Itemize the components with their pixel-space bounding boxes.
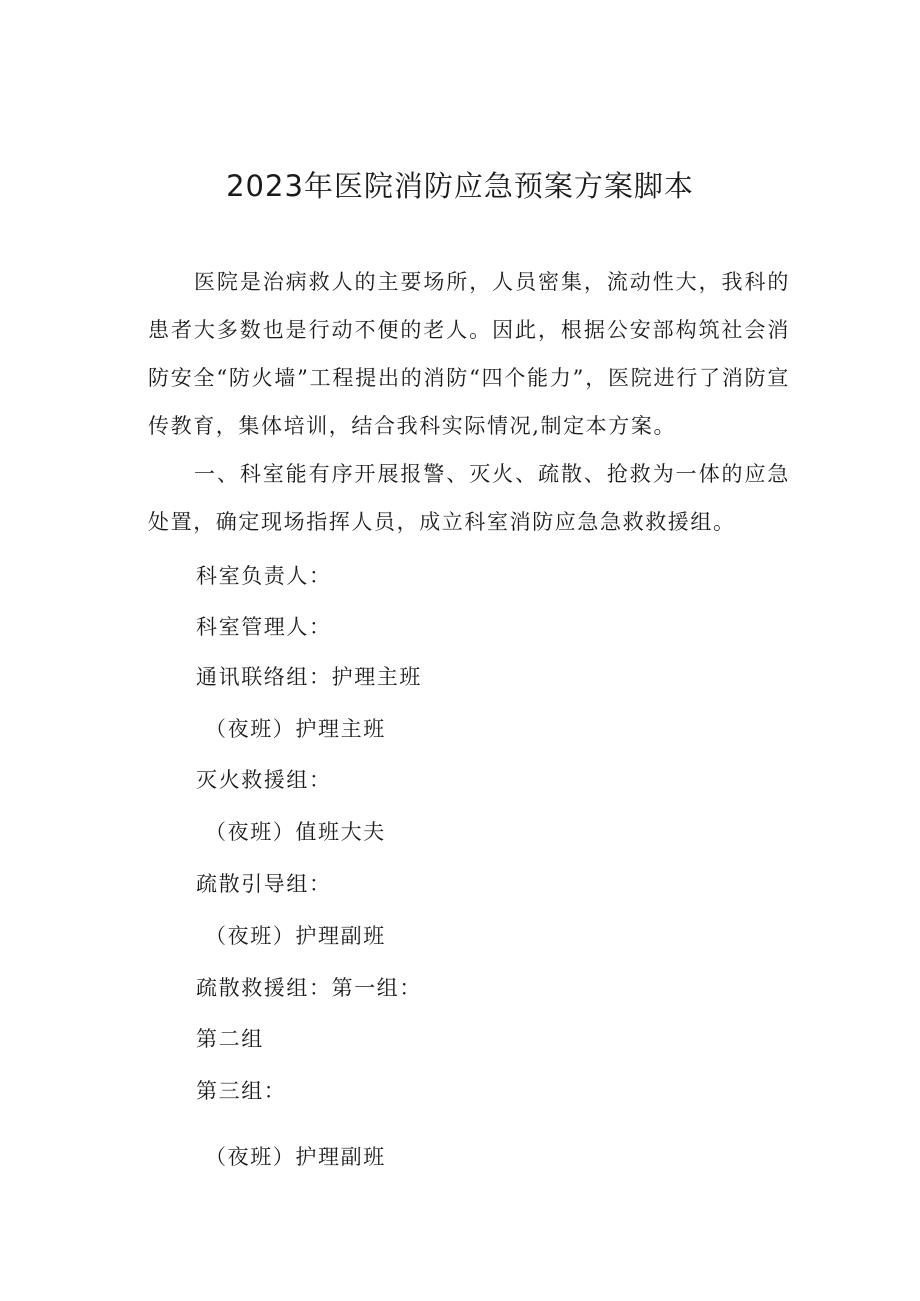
firefighting-night-shift-line: （夜班）值班大夫 [205, 820, 386, 844]
department-head-line: 科室负责人： [196, 564, 332, 588]
intro-paragraph: 医院是治病救人的主要场所，人员密集，流动性大，我科的患者大多数也是行动不便的老人。因此，根据公安部构筑社会消防安全“防火墙”工程提出的消防“四个能力”，医院进行了消防宣传教育，集体培训，结合我科实际情况,制定本方案。 [148, 270, 790, 438]
evacuation-rescue-night-shift-line: （夜班）护理副班 [205, 1145, 386, 1169]
evacuation-rescue-group-line: 疏散救援组：第一组： [196, 976, 422, 1000]
evacuation-guide-night-shift-line: （夜班）护理副班 [205, 924, 386, 948]
department-manager-line: 科室管理人： [196, 615, 332, 639]
communication-group-line: 通讯联络组：护理主班 [196, 665, 422, 689]
evacuation-guide-group-line: 疏散引导组： [196, 872, 332, 896]
document-title: 2023年医院消防应急预案方案脚本 [226, 169, 694, 203]
firefighting-group-line: 灭火救援组： [196, 768, 332, 792]
third-group-line: 第三组： [196, 1079, 287, 1103]
communication-night-shift-line: （夜班）护理主班 [205, 717, 386, 741]
second-group-line: 第二组 [196, 1027, 264, 1051]
section-one-paragraph: 一、科室能有序开展报警、灭火、疏散、抢救为一体的应急处置，确定现场指挥人员，成立科室消防应急急救救援组。 [148, 462, 790, 534]
